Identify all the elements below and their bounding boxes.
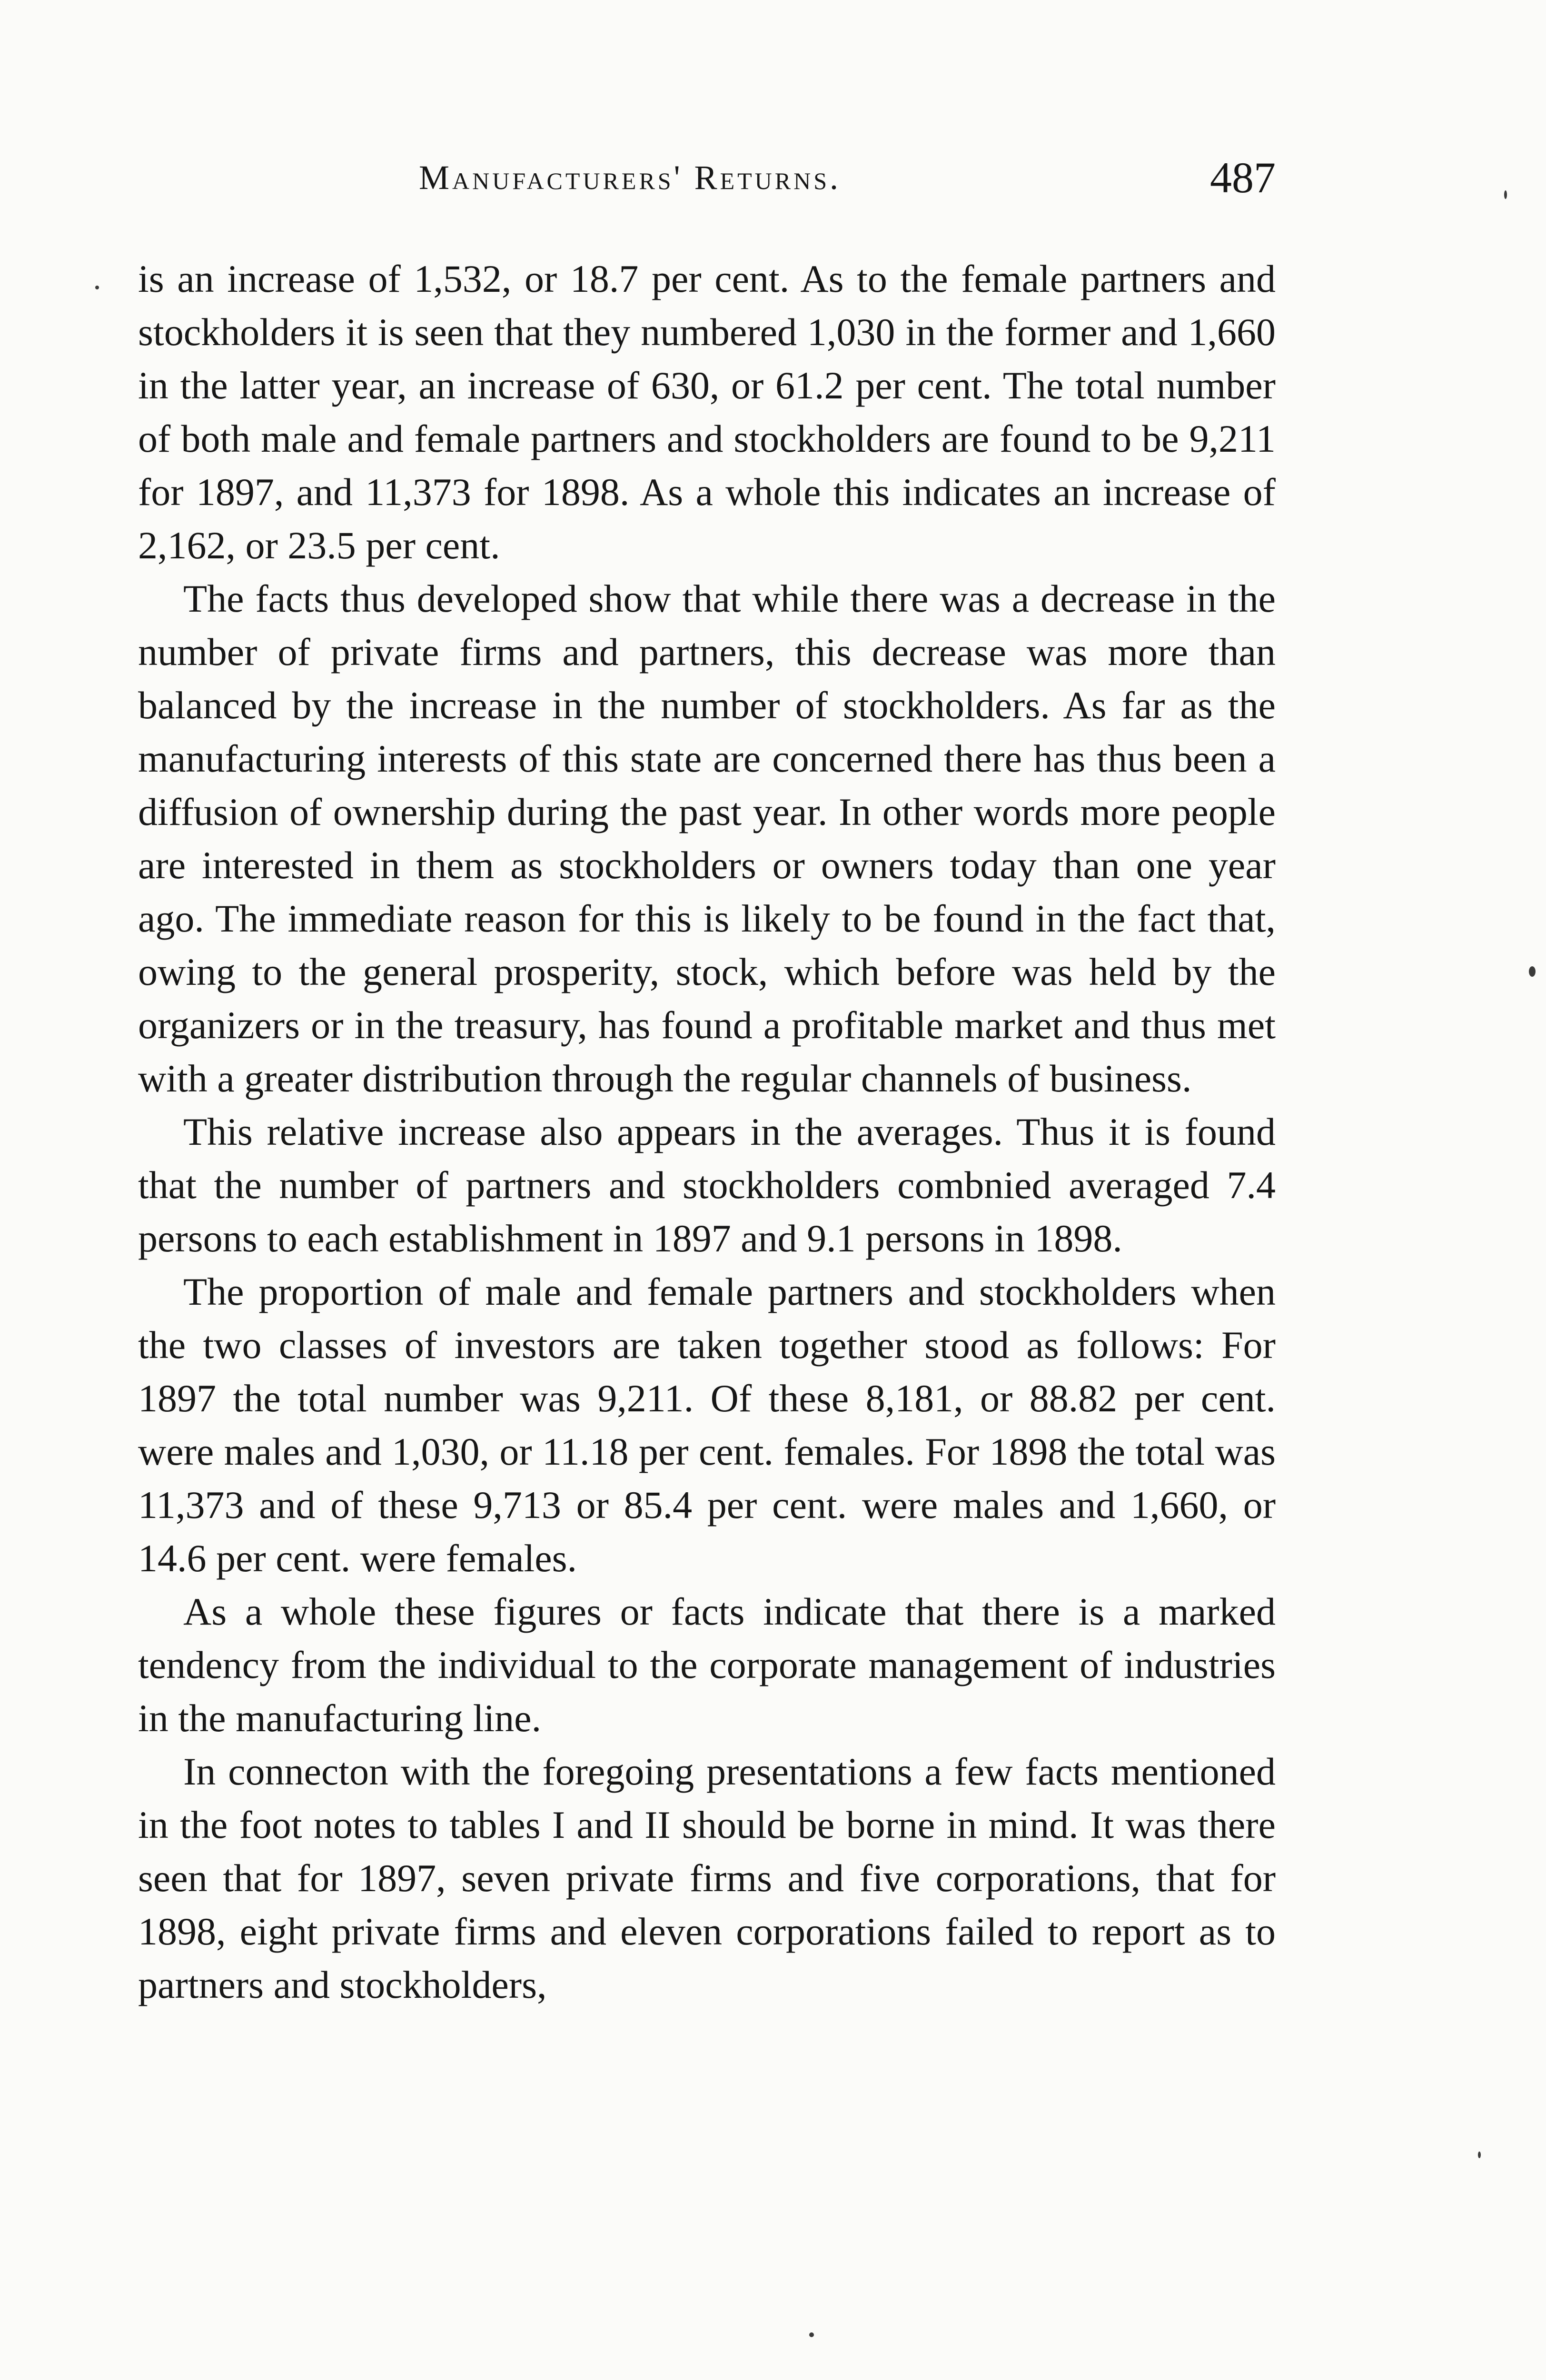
paragraph-foot-notes: In connecton with the foregoing presentations a few facts mentioned in the foot notes to tables I and II should be borne in mind. It was there seen that for 1897, seven private firms and five corporations, that for 1898, eight private firms and eleven corporations failed to report as to partners and stockholders, bbox=[138, 1750, 1276, 2006]
scan-speck bbox=[809, 2332, 814, 2337]
paragraph-tendency: As a whole these figures or facts indicate that there is a marked tendency from the individual to the corporate management of industries in the manufacturing line. bbox=[138, 1590, 1276, 1740]
paragraph-continuation: is an increase of 1,532, or 18.7 per cent. As to the female partners and stockholders it is seen that they numbered 1,030 in the former and 1,660 in the latter year, an increase of 630, or 61.2 per cent. The total number of both male and female partners and stockholders are found to be 9,211 for 1897, and 11,373 for 1898. As a whole this indicates an increase of 2,162, or 23.5 per cent. bbox=[138, 257, 1276, 567]
scan-speck bbox=[1504, 190, 1507, 199]
paragraph-proportion: The proportion of male and female partners and stockholders when the two classes of investors are taken together stood as follows: For 1897 the total number was 9,211. Of these 8,181, or 88.82 per cent. were males and 1,030, or 11.18 per cent. females. For 1898 the total was 11,373 and of these 9,713 or 85.4 per cent. were males and 1,660, or 14.6 per cent. were females. bbox=[138, 1270, 1276, 1580]
page-number: 487 bbox=[1210, 153, 1276, 202]
scan-speck bbox=[1529, 966, 1536, 977]
paragraph-relative-increase: This relative increase also appears in the averages. Thus it is found that the number of partners and stockholders combnied averaged 7.4 persons to each establishment in 1897 and 9.1 persons in 1898. bbox=[138, 1110, 1276, 1260]
scan-speck bbox=[95, 286, 99, 289]
scan-speck bbox=[1478, 2152, 1481, 2158]
paragraph-facts-developed: The facts thus developed show that while there was a decrease in the number of private firms and partners, this decrease was more than balanced by the increase in the number of stockholders. As far as the manufacturing interests of this state are concerned there has thus been a diffusion of ownership during the past year. In other words more people are interested in them as stockholders or owners today than one year ago. The immediate reason for this is likely to be found in the fact that, owing to the general prosperity, stock, which before was held by the organizers or in the treasury, has found a profitable market and thus met with a greater distribution through the regular channels of business. bbox=[138, 577, 1276, 1100]
body-text bbox=[138, 252, 1276, 2012]
running-head bbox=[138, 152, 1276, 209]
running-title: Manufacturers' Returns. bbox=[419, 159, 842, 197]
